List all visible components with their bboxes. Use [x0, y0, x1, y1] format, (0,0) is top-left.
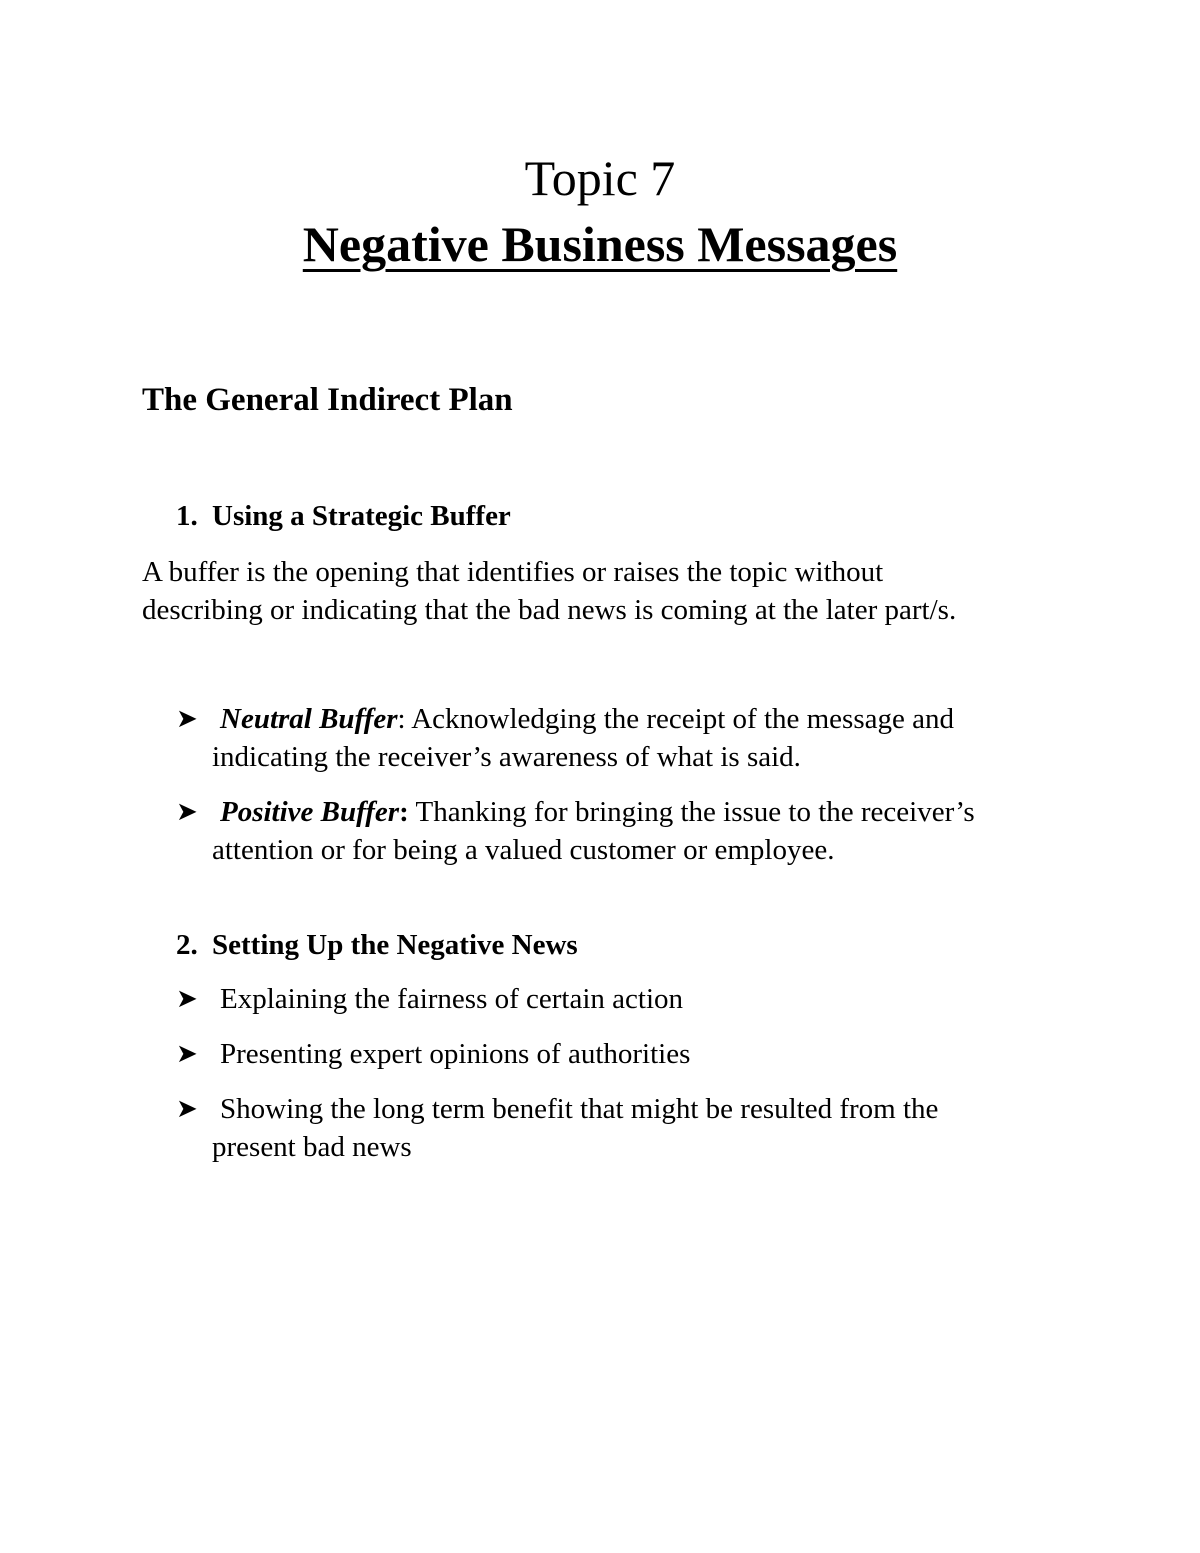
bullet-term: Positive Buffer — [220, 796, 400, 828]
bullet-term: Neutral Buffer — [220, 703, 398, 735]
item-2-heading — [176, 926, 578, 964]
arrowhead-bullet-icon: ➤ — [176, 1039, 198, 1068]
bullet-text-line-2: indicating the receiver’s awareness of what is said. — [212, 741, 801, 773]
list-item — [176, 700, 1076, 776]
topic-number: Topic 7 — [524, 150, 676, 206]
item-1-heading — [176, 497, 511, 535]
bullet-text-line-1: Thanking for bringing the issue to the receiver’s — [408, 796, 975, 828]
document-title: Negative Business Messages — [302, 216, 898, 272]
buffer-definition-line-2: describing or indicating that the bad news is coming at the later part/s. — [142, 594, 957, 626]
bullet-text-line-1: Explaining the fairness of certain action — [220, 983, 684, 1015]
item-1-number: 1. — [176, 500, 198, 532]
arrowhead-bullet-icon: ➤ — [176, 797, 198, 826]
arrowhead-bullet-icon: ➤ — [176, 984, 198, 1013]
arrowhead-bullet-icon: ➤ — [176, 1094, 198, 1123]
buffer-definition-line-1: A buffer is the opening that identifies or raises the topic without — [142, 556, 884, 588]
list-item — [176, 793, 1076, 869]
item-1-title: Using a Strategic Buffer — [212, 500, 511, 532]
bullet-text-line-1: Showing the long term benefit that might be resulted from the — [220, 1093, 939, 1125]
bullet-text-line-2: attention or for being a valued customer or employee. — [212, 834, 835, 866]
item-2-title: Setting Up the Negative News — [212, 929, 578, 961]
item-2-number: 2. — [176, 929, 198, 961]
list-item — [176, 1035, 1076, 1073]
section-heading: The General Indirect Plan — [142, 382, 513, 418]
bullet-text-line-1: Presenting expert opinions of authorities — [220, 1038, 691, 1070]
list-item — [176, 1090, 1076, 1166]
bullet-separator: : — [397, 703, 406, 735]
list-item — [176, 980, 1076, 1018]
bullet-separator: : — [399, 796, 409, 828]
arrowhead-bullet-icon: ➤ — [176, 704, 198, 733]
bullet-text-line-2: present bad news — [212, 1131, 412, 1163]
bullet-text-line-1: Acknowledging the receipt of the message and — [405, 703, 954, 735]
